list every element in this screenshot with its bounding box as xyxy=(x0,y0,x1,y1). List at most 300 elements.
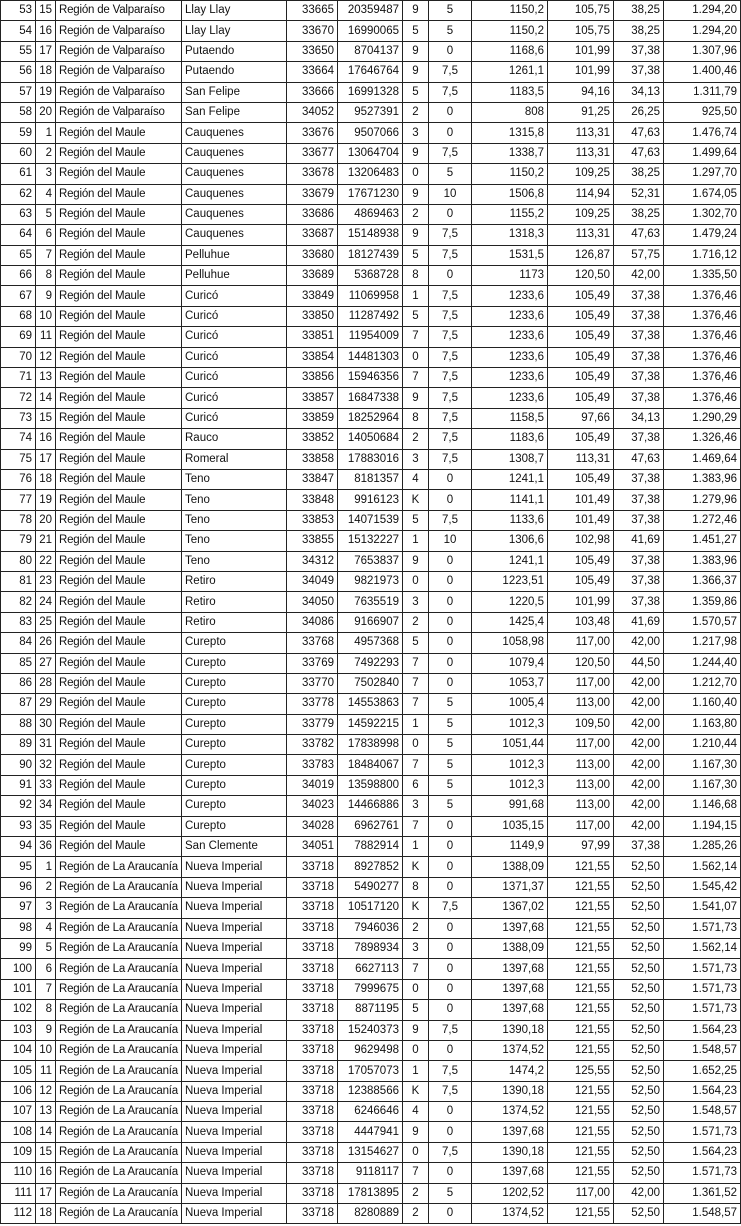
total-cell: 1.376,46 xyxy=(664,286,741,306)
region-cell: Región del Maule xyxy=(56,571,182,591)
commune-cell: Romeral xyxy=(182,449,287,469)
value-a-cell: 125,55 xyxy=(548,1061,614,1081)
rut-cell: 8704137 xyxy=(338,41,403,61)
bonus-cell: 7,5 xyxy=(429,388,472,408)
value-b-cell: 42,00 xyxy=(614,266,664,286)
rut-cell: 18252964 xyxy=(338,408,403,428)
value-a-cell: 120,50 xyxy=(548,266,614,286)
amount-cell: 1397,68 xyxy=(472,1163,548,1183)
group-index: 16 xyxy=(36,21,56,41)
code-cell: 33718 xyxy=(287,1040,338,1060)
amount-cell: 1318,3 xyxy=(472,225,548,245)
row-number: 87 xyxy=(1,694,36,714)
region-cell: Región del Maule xyxy=(56,429,182,449)
code-cell: 33677 xyxy=(287,143,338,163)
total-cell: 1.571,73 xyxy=(664,979,741,999)
group-index: 5 xyxy=(36,938,56,958)
dv-cell: 1 xyxy=(403,1061,429,1081)
group-index: 13 xyxy=(36,368,56,388)
row-number: 67 xyxy=(1,286,36,306)
row-number: 106 xyxy=(1,1081,36,1101)
row-number: 101 xyxy=(1,979,36,999)
table-row xyxy=(1,469,741,489)
region-cell: Región de La Araucanía xyxy=(56,1061,182,1081)
code-cell: 33718 xyxy=(287,918,338,938)
dv-cell: 8 xyxy=(403,877,429,897)
code-cell: 34052 xyxy=(287,102,338,122)
commune-cell: Teno xyxy=(182,531,287,551)
total-cell: 1.167,30 xyxy=(664,775,741,795)
rut-cell: 5490277 xyxy=(338,877,403,897)
region-cell: Región de Valparaíso xyxy=(56,62,182,82)
code-cell: 33851 xyxy=(287,327,338,347)
group-index: 26 xyxy=(36,633,56,653)
dv-cell: 9 xyxy=(403,388,429,408)
commune-cell: Curicó xyxy=(182,347,287,367)
dv-cell: K xyxy=(403,1081,429,1101)
amount-cell: 1241,1 xyxy=(472,551,548,571)
region-cell: Región de La Araucanía xyxy=(56,877,182,897)
value-a-cell: 117,00 xyxy=(548,1183,614,1203)
rut-cell: 8871195 xyxy=(338,1000,403,1020)
bonus-cell: 0 xyxy=(429,123,472,143)
amount-cell: 1261,1 xyxy=(472,62,548,82)
value-a-cell: 121,55 xyxy=(548,938,614,958)
value-a-cell: 121,55 xyxy=(548,898,614,918)
bonus-cell: 7,5 xyxy=(429,1142,472,1162)
bonus-cell: 0 xyxy=(429,877,472,897)
value-a-cell: 121,55 xyxy=(548,1081,614,1101)
value-a-cell: 97,66 xyxy=(548,408,614,428)
bonus-cell: 5 xyxy=(429,1183,472,1203)
commune-cell: Curicó xyxy=(182,368,287,388)
group-index: 17 xyxy=(36,41,56,61)
total-cell: 1.294,20 xyxy=(664,21,741,41)
row-number: 82 xyxy=(1,592,36,612)
commune-cell: Curepto xyxy=(182,775,287,795)
value-b-cell: 52,50 xyxy=(614,918,664,938)
row-number: 72 xyxy=(1,388,36,408)
rut-cell: 7653837 xyxy=(338,551,403,571)
region-cell: Región de La Araucanía xyxy=(56,938,182,958)
region-cell: Región de La Araucanía xyxy=(56,1122,182,1142)
dv-cell: 2 xyxy=(403,918,429,938)
bonus-cell: 5 xyxy=(429,21,472,41)
row-number: 103 xyxy=(1,1020,36,1040)
commune-cell: Nueva Imperial xyxy=(182,959,287,979)
bonus-cell: 0 xyxy=(429,551,472,571)
group-index: 19 xyxy=(36,490,56,510)
value-a-cell: 101,49 xyxy=(548,490,614,510)
table-row xyxy=(1,225,741,245)
group-index: 4 xyxy=(36,184,56,204)
total-cell: 1.376,46 xyxy=(664,327,741,347)
bonus-cell: 10 xyxy=(429,184,472,204)
value-b-cell: 37,38 xyxy=(614,429,664,449)
value-a-cell: 121,55 xyxy=(548,1000,614,1020)
commune-cell: Curicó xyxy=(182,327,287,347)
row-number: 63 xyxy=(1,204,36,224)
value-a-cell: 113,00 xyxy=(548,775,614,795)
dv-cell: 2 xyxy=(403,429,429,449)
rut-cell: 17883016 xyxy=(338,449,403,469)
total-cell: 1.383,96 xyxy=(664,469,741,489)
row-number: 54 xyxy=(1,21,36,41)
total-cell: 1.163,80 xyxy=(664,714,741,734)
total-cell: 1.562,14 xyxy=(664,857,741,877)
code-cell: 33680 xyxy=(287,245,338,265)
row-number: 80 xyxy=(1,551,36,571)
amount-cell: 1233,6 xyxy=(472,388,548,408)
value-b-cell: 42,00 xyxy=(614,714,664,734)
dv-cell: 0 xyxy=(403,1142,429,1162)
value-b-cell: 52,50 xyxy=(614,1061,664,1081)
table-row xyxy=(1,184,741,204)
amount-cell: 1233,6 xyxy=(472,347,548,367)
code-cell: 33718 xyxy=(287,1081,338,1101)
table-row xyxy=(1,531,741,551)
amount-cell: 1150,2 xyxy=(472,164,548,184)
code-cell: 33769 xyxy=(287,653,338,673)
code-cell: 33686 xyxy=(287,204,338,224)
value-b-cell: 47,63 xyxy=(614,449,664,469)
dv-cell: 1 xyxy=(403,714,429,734)
value-b-cell: 37,38 xyxy=(614,469,664,489)
amount-cell: 1155,2 xyxy=(472,204,548,224)
value-b-cell: 47,63 xyxy=(614,143,664,163)
table-row xyxy=(1,388,741,408)
code-cell: 34051 xyxy=(287,837,338,857)
bonus-cell: 0 xyxy=(429,653,472,673)
amount-cell: 1012,3 xyxy=(472,755,548,775)
rut-cell: 14466886 xyxy=(338,796,403,816)
commune-cell: San Felipe xyxy=(182,102,287,122)
group-index: 1 xyxy=(36,857,56,877)
group-index: 7 xyxy=(36,245,56,265)
rut-cell: 17838998 xyxy=(338,735,403,755)
amount-cell: 1150,2 xyxy=(472,1,548,21)
rut-cell: 9166907 xyxy=(338,612,403,632)
dv-cell: 8 xyxy=(403,408,429,428)
group-index: 11 xyxy=(36,327,56,347)
code-cell: 33778 xyxy=(287,694,338,714)
table-row xyxy=(1,694,741,714)
region-cell: Región de La Araucanía xyxy=(56,1142,182,1162)
group-index: 16 xyxy=(36,1163,56,1183)
commune-cell: Retiro xyxy=(182,571,287,591)
value-a-cell: 105,49 xyxy=(548,551,614,571)
value-b-cell: 38,25 xyxy=(614,164,664,184)
code-cell: 33676 xyxy=(287,123,338,143)
region-cell: Región del Maule xyxy=(56,164,182,184)
region-cell: Región del Maule xyxy=(56,184,182,204)
bonus-cell: 5 xyxy=(429,714,472,734)
row-number: 73 xyxy=(1,408,36,428)
code-cell: 33718 xyxy=(287,857,338,877)
amount-cell: 1474,2 xyxy=(472,1061,548,1081)
table-row xyxy=(1,82,741,102)
row-number: 69 xyxy=(1,327,36,347)
code-cell: 33768 xyxy=(287,633,338,653)
group-index: 28 xyxy=(36,673,56,693)
group-index: 18 xyxy=(36,1204,56,1224)
dv-cell: 5 xyxy=(403,633,429,653)
row-number: 92 xyxy=(1,796,36,816)
code-cell: 33689 xyxy=(287,266,338,286)
amount-cell: 1183,6 xyxy=(472,429,548,449)
value-b-cell: 42,00 xyxy=(614,755,664,775)
commune-cell: Cauquenes xyxy=(182,123,287,143)
region-cell: Región del Maule xyxy=(56,245,182,265)
amount-cell: 1374,52 xyxy=(472,1040,548,1060)
dv-cell: 3 xyxy=(403,123,429,143)
amount-cell: 1133,6 xyxy=(472,510,548,530)
value-a-cell: 114,94 xyxy=(548,184,614,204)
amount-cell: 1390,18 xyxy=(472,1081,548,1101)
total-cell: 1.376,46 xyxy=(664,388,741,408)
code-cell: 33718 xyxy=(287,1122,338,1142)
commune-cell: Curepto xyxy=(182,755,287,775)
rut-cell: 7946036 xyxy=(338,918,403,938)
table-row xyxy=(1,449,741,469)
value-a-cell: 105,75 xyxy=(548,1,614,21)
value-a-cell: 101,49 xyxy=(548,510,614,530)
bonus-cell: 5 xyxy=(429,755,472,775)
region-cell: Región del Maule xyxy=(56,673,182,693)
rut-cell: 11069958 xyxy=(338,286,403,306)
value-b-cell: 26,25 xyxy=(614,102,664,122)
amount-cell: 1158,5 xyxy=(472,408,548,428)
region-cell: Región de Valparaíso xyxy=(56,21,182,41)
commune-cell: Cauquenes xyxy=(182,164,287,184)
table-row xyxy=(1,21,741,41)
bonus-cell: 0 xyxy=(429,612,472,632)
value-a-cell: 109,25 xyxy=(548,204,614,224)
dv-cell: 7 xyxy=(403,368,429,388)
dv-cell: 9 xyxy=(403,1020,429,1040)
group-index: 17 xyxy=(36,1183,56,1203)
region-cell: Región del Maule xyxy=(56,816,182,836)
commune-cell: Curicó xyxy=(182,286,287,306)
code-cell: 33853 xyxy=(287,510,338,530)
value-b-cell: 38,25 xyxy=(614,21,664,41)
dv-cell: 1 xyxy=(403,531,429,551)
total-cell: 1.366,37 xyxy=(664,571,741,591)
bonus-cell: 5 xyxy=(429,694,472,714)
region-cell: Región del Maule xyxy=(56,490,182,510)
region-cell: Región del Maule xyxy=(56,347,182,367)
value-a-cell: 105,49 xyxy=(548,347,614,367)
rut-cell: 7492293 xyxy=(338,653,403,673)
code-cell: 33849 xyxy=(287,286,338,306)
row-number: 89 xyxy=(1,735,36,755)
dv-cell: 7 xyxy=(403,694,429,714)
table-row xyxy=(1,347,741,367)
dv-cell: 5 xyxy=(403,82,429,102)
table-row xyxy=(1,245,741,265)
table-row xyxy=(1,1020,741,1040)
rut-cell: 9629498 xyxy=(338,1040,403,1060)
code-cell: 33859 xyxy=(287,408,338,428)
region-cell: Región del Maule xyxy=(56,694,182,714)
commune-cell: Nueva Imperial xyxy=(182,857,287,877)
value-a-cell: 105,49 xyxy=(548,306,614,326)
bonus-cell: 0 xyxy=(429,469,472,489)
total-cell: 1.244,40 xyxy=(664,653,741,673)
rut-cell: 12388566 xyxy=(338,1081,403,1101)
rut-cell: 9916123 xyxy=(338,490,403,510)
commune-cell: Teno xyxy=(182,510,287,530)
dv-cell: 0 xyxy=(403,347,429,367)
dv-cell: K xyxy=(403,898,429,918)
amount-cell: 1079,4 xyxy=(472,653,548,673)
amount-cell: 1531,5 xyxy=(472,245,548,265)
region-cell: Región de La Araucanía xyxy=(56,1163,182,1183)
region-cell: Región del Maule xyxy=(56,306,182,326)
region-cell: Región de La Araucanía xyxy=(56,1183,182,1203)
total-cell: 1.335,50 xyxy=(664,266,741,286)
dv-cell: 7 xyxy=(403,653,429,673)
commune-cell: San Clemente xyxy=(182,837,287,857)
code-cell: 33718 xyxy=(287,877,338,897)
region-cell: Región del Maule xyxy=(56,551,182,571)
value-b-cell: 52,50 xyxy=(614,1163,664,1183)
group-index: 19 xyxy=(36,82,56,102)
region-cell: Región del Maule xyxy=(56,143,182,163)
row-number: 100 xyxy=(1,959,36,979)
commune-cell: Cauquenes xyxy=(182,225,287,245)
row-number: 84 xyxy=(1,633,36,653)
group-index: 17 xyxy=(36,449,56,469)
row-number: 60 xyxy=(1,143,36,163)
rut-cell: 16847338 xyxy=(338,388,403,408)
table-row xyxy=(1,918,741,938)
dv-cell: 4 xyxy=(403,469,429,489)
bonus-cell: 0 xyxy=(429,918,472,938)
table-row xyxy=(1,592,741,612)
dv-cell: 2 xyxy=(403,612,429,632)
value-a-cell: 121,55 xyxy=(548,959,614,979)
amount-cell: 808 xyxy=(472,102,548,122)
code-cell: 33670 xyxy=(287,21,338,41)
table-row xyxy=(1,612,741,632)
group-index: 35 xyxy=(36,816,56,836)
code-cell: 33770 xyxy=(287,673,338,693)
code-cell: 34028 xyxy=(287,816,338,836)
total-cell: 1.167,30 xyxy=(664,755,741,775)
row-number: 97 xyxy=(1,898,36,918)
group-index: 3 xyxy=(36,164,56,184)
table-row xyxy=(1,327,741,347)
dv-cell: 7 xyxy=(403,327,429,347)
table-row xyxy=(1,938,741,958)
group-index: 2 xyxy=(36,877,56,897)
dv-cell: 9 xyxy=(403,225,429,245)
value-a-cell: 97,99 xyxy=(548,837,614,857)
row-number: 59 xyxy=(1,123,36,143)
value-a-cell: 109,50 xyxy=(548,714,614,734)
group-index: 22 xyxy=(36,551,56,571)
value-b-cell: 37,38 xyxy=(614,306,664,326)
commune-cell: Rauco xyxy=(182,429,287,449)
dv-cell: 6 xyxy=(403,775,429,795)
row-number: 99 xyxy=(1,938,36,958)
amount-cell: 1506,8 xyxy=(472,184,548,204)
row-number: 55 xyxy=(1,41,36,61)
value-a-cell: 105,49 xyxy=(548,429,614,449)
value-b-cell: 52,50 xyxy=(614,1122,664,1142)
dv-cell: 9 xyxy=(403,143,429,163)
table-row xyxy=(1,1081,741,1101)
dv-cell: 5 xyxy=(403,21,429,41)
dv-cell: 2 xyxy=(403,1204,429,1224)
dv-cell: 3 xyxy=(403,938,429,958)
commune-cell: Nueva Imperial xyxy=(182,1122,287,1142)
group-index: 29 xyxy=(36,694,56,714)
amount-cell: 1202,52 xyxy=(472,1183,548,1203)
total-cell: 1.541,07 xyxy=(664,898,741,918)
rut-cell: 16991328 xyxy=(338,82,403,102)
amount-cell: 1220,5 xyxy=(472,592,548,612)
value-a-cell: 121,55 xyxy=(548,1122,614,1142)
amount-cell: 1223,51 xyxy=(472,571,548,591)
rut-cell: 20359487 xyxy=(338,1,403,21)
amount-cell: 1058,98 xyxy=(472,633,548,653)
rut-cell: 16990065 xyxy=(338,21,403,41)
value-b-cell: 47,63 xyxy=(614,123,664,143)
region-cell: Región del Maule xyxy=(56,796,182,816)
code-cell: 33718 xyxy=(287,898,338,918)
value-b-cell: 52,50 xyxy=(614,1081,664,1101)
value-b-cell: 52,50 xyxy=(614,1000,664,1020)
bonus-cell: 7,5 xyxy=(429,286,472,306)
region-cell: Región del Maule xyxy=(56,775,182,795)
commune-cell: Curicó xyxy=(182,408,287,428)
row-number: 85 xyxy=(1,653,36,673)
total-cell: 1.400,46 xyxy=(664,62,741,82)
table-row xyxy=(1,286,741,306)
code-cell: 33718 xyxy=(287,1183,338,1203)
rut-cell: 5368728 xyxy=(338,266,403,286)
value-b-cell: 38,25 xyxy=(614,1,664,21)
commune-cell: Nueva Imperial xyxy=(182,979,287,999)
rut-cell: 17057073 xyxy=(338,1061,403,1081)
commune-cell: Curepto xyxy=(182,714,287,734)
code-cell: 33678 xyxy=(287,164,338,184)
table-row xyxy=(1,164,741,184)
amount-cell: 1308,7 xyxy=(472,449,548,469)
commune-cell: Llay Llay xyxy=(182,1,287,21)
rut-cell: 6246646 xyxy=(338,1102,403,1122)
value-b-cell: 52,50 xyxy=(614,1040,664,1060)
commune-cell: Nueva Imperial xyxy=(182,877,287,897)
value-b-cell: 37,38 xyxy=(614,41,664,61)
commune-cell: Pelluhue xyxy=(182,266,287,286)
amount-cell: 1051,44 xyxy=(472,735,548,755)
commune-cell: Putaendo xyxy=(182,41,287,61)
value-b-cell: 37,38 xyxy=(614,510,664,530)
rut-cell: 6962761 xyxy=(338,816,403,836)
bonus-cell: 7,5 xyxy=(429,306,472,326)
rut-cell: 9507066 xyxy=(338,123,403,143)
region-cell: Región de La Araucanía xyxy=(56,1020,182,1040)
total-cell: 1.571,73 xyxy=(664,918,741,938)
total-cell: 1.571,73 xyxy=(664,959,741,979)
amount-cell: 1168,6 xyxy=(472,41,548,61)
group-index: 7 xyxy=(36,979,56,999)
rut-cell: 15132227 xyxy=(338,531,403,551)
value-b-cell: 47,63 xyxy=(614,225,664,245)
